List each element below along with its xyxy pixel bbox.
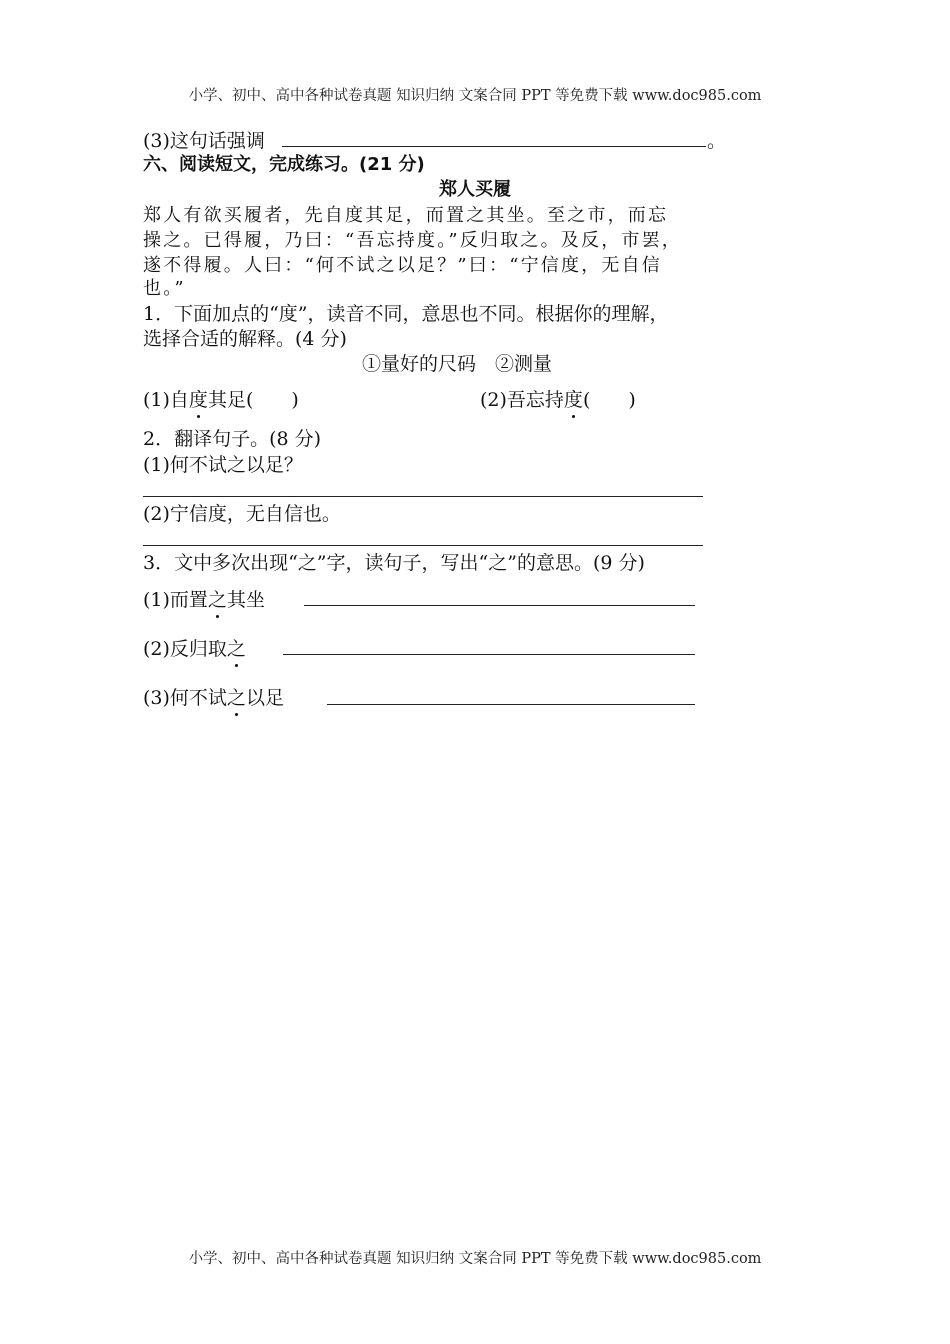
q1-item-2-post: ( ) bbox=[582, 389, 636, 411]
q1-item-1-post: 其足( ) bbox=[207, 389, 299, 411]
q2-sentence-1: (1)何不试之以足？ bbox=[143, 454, 303, 476]
page-footer: 小学、初中、高中各种试卷真题 知识归纳 文案合同 PPT 等免费下载 www.doc985.com bbox=[188, 1251, 762, 1267]
answer-line[interactable] bbox=[143, 496, 703, 497]
answer-line[interactable] bbox=[282, 146, 706, 147]
q2-stem: 2．翻译句子。(8 分) bbox=[143, 428, 322, 450]
passage-line-2: 操之。已得履，乃曰：“吾忘持度。”反归取之。及反，市罢， bbox=[143, 230, 683, 251]
dotted-char: 之 bbox=[227, 683, 246, 710]
dotted-char: 之 bbox=[208, 585, 227, 612]
q3-item-2-pre: (2)反归取 bbox=[143, 638, 227, 660]
prev-item-label: (3)这句话强调 bbox=[143, 130, 265, 152]
answer-line[interactable] bbox=[283, 654, 695, 655]
q3-item-3-pre: (3)何不试 bbox=[143, 687, 227, 709]
answer-line[interactable] bbox=[143, 545, 703, 546]
q1-options: ①量好的尺码 ②测量 bbox=[362, 353, 553, 375]
passage-line-3: 遂不得履。人曰：“何不试之以足？”曰：“宁信度，无自信 bbox=[143, 255, 663, 276]
q1-stem-line-2: 选择合适的解释。(4 分) bbox=[143, 328, 347, 350]
q3-item-3-post: 以足 bbox=[245, 687, 284, 709]
q3-item-1-post: 其坐 bbox=[226, 589, 265, 611]
q1-item-2-pre: (2)吾忘持 bbox=[480, 389, 564, 411]
dotted-char: 之 bbox=[227, 634, 246, 661]
prev-item-end: 。 bbox=[707, 130, 727, 152]
q3-item-2 bbox=[143, 634, 246, 661]
q1-item-1-pre: (1)自 bbox=[143, 389, 189, 411]
answer-line[interactable] bbox=[304, 605, 695, 606]
q1-item-1[interactable] bbox=[143, 385, 299, 412]
q3-item-3 bbox=[143, 683, 284, 710]
answer-line[interactable] bbox=[327, 704, 695, 705]
q1-stem-line-1: 1．下面加点的“度”，读音不同，意思也不同。根据你的理解， bbox=[143, 303, 669, 325]
passage-title: 郑人买履 bbox=[439, 179, 511, 200]
q2-sentence-2: (2)宁信度，无自信也。 bbox=[143, 503, 341, 525]
q1-item-2[interactable] bbox=[480, 385, 636, 412]
passage-line-1: 郑人有欲买履者，先自度其足，而置之其坐。至之市，而忘 bbox=[143, 205, 669, 226]
passage-line-4: 也。” bbox=[143, 278, 186, 299]
q3-item-1-pre: (1)而置 bbox=[143, 589, 208, 611]
section-heading: 六、阅读短文，完成练习。(21 分) bbox=[143, 154, 425, 175]
dotted-char: 度 bbox=[564, 385, 583, 412]
dotted-char: 度 bbox=[189, 385, 208, 412]
page-header: 小学、初中、高中各种试卷真题 知识归纳 文案合同 PPT 等免费下载 www.doc985.com bbox=[188, 88, 762, 104]
q3-stem: 3．文中多次出现“之”字，读句子，写出“之”的意思。(9 分) bbox=[143, 552, 645, 574]
q3-item-1 bbox=[143, 585, 265, 612]
